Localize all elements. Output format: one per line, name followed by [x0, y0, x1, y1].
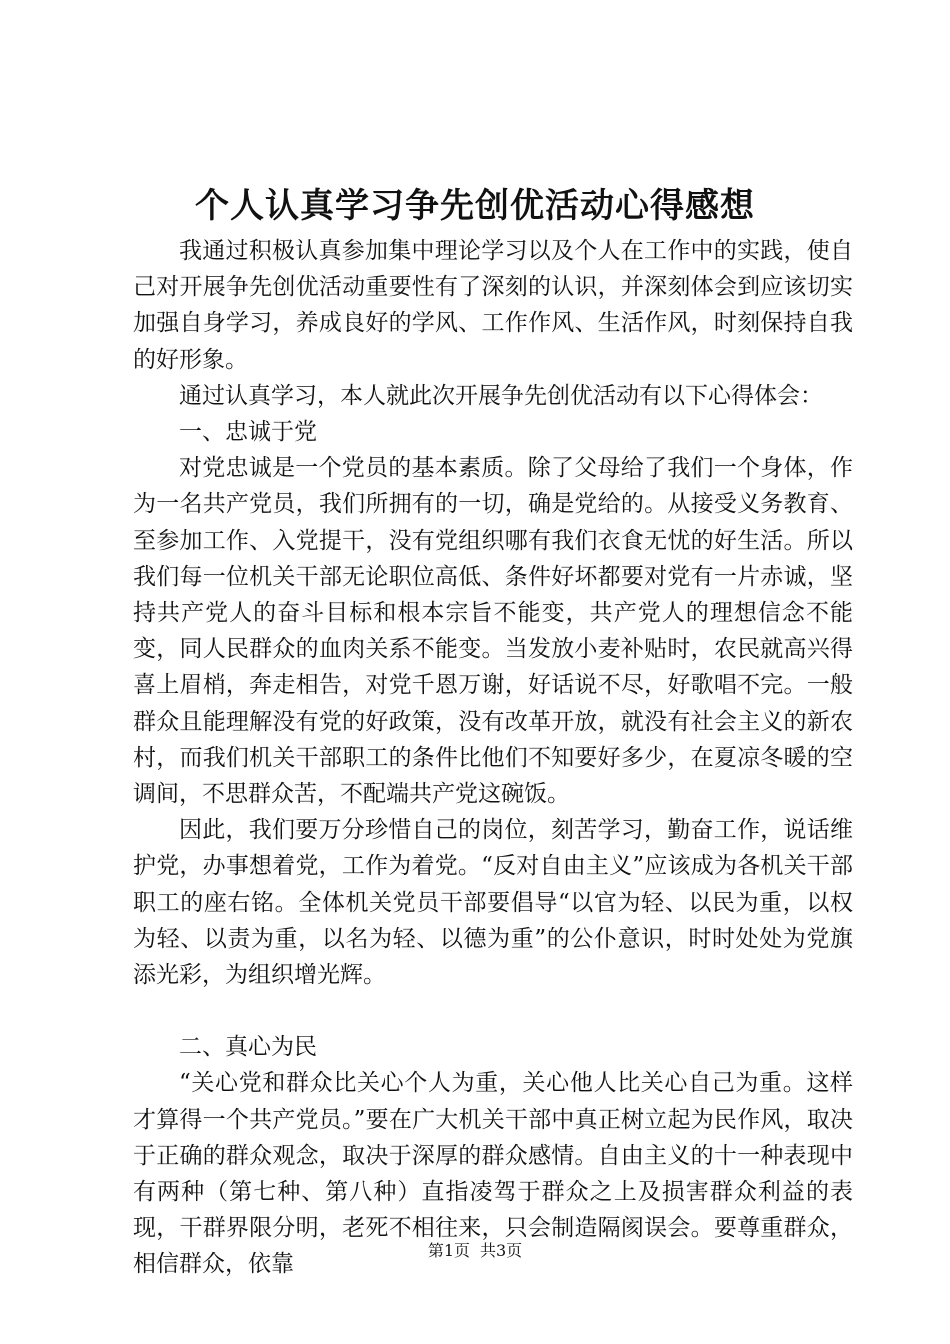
paragraph-summary: 通过认真学习，本人就此次开展争先创优活动有以下心得体会： — [179, 382, 823, 409]
page-footer — [0, 1239, 950, 1263]
document-title: 个人认真学习争先创优活动心得感想 — [195, 186, 755, 226]
section-heading-loyalty: 一、忠诚于党 — [179, 419, 317, 446]
page-total: 共3页 — [480, 1241, 523, 1260]
section-heading-serve-people: 二、真心为民 — [179, 1034, 317, 1061]
paragraph-serve-people: “关心党和群众比关心个人为重，关心他人比关心自己为重。这样才算得一个共产党员。”要在广大机关干部中真正树立起为民作风，取决于正确的群众观念，取决于深厚的群众感情。自由主义的十一种表现中有两种（第七种、第八种）直指凌驾于群众之上及损害群众利益的表现，干群界限分明，老死不相往来，只会制造隔阂误会。要尊重群众，相信群众，依靠 — [133, 1070, 853, 1278]
paragraph-loyalty: 对党忠诚是一个党员的基本素质。除了父母给了我们一个身体，作为一名共产党员，我们所拥有的一切，确是党给的。从接受义务教育、至参加工作、入党提干，没有党组织哪有我们衣食无忧的好生活。所以我们每一位机关干部无论职位高低、条件好坏都要对党有一片赤诚，坚持共产党人的奋斗目标和根本宗旨不能变，共产党人的理想信念不能变，同人民群众的血肉关系不能变。当发放小麦补贴时，农民就高兴得喜上眉梢，奔走相告，对党千恩万谢，好话说不尽，好歌唱不完。一般群众且能理解没有党的好政策，没有改革开放，就没有社会主义的新农村，而我们机关干部职工的条件比他们不知要好多少，在夏凉冬暖的空调间，不思群众苦，不配端共产党这碗饭。 — [133, 455, 853, 808]
section-spacer — [133, 993, 853, 1029]
paragraph-therefore: 因此，我们要万分珍惜自己的岗位，刻苦学习，勤奋工作，说话维护党，办事想着党，工作为着党。“反对自由主义”应该成为各机关干部职工的座右铭。全体机关党员干部要倡导“以官为轻、以民为重，以权为轻、以责为重，以名为轻、以德为重”的公仆意识，时时处处为党旗添光彩，为组织增光辉。 — [133, 817, 853, 989]
paragraph-intro: 我通过积极认真参加集中理论学习以及个人在工作中的实践，使自己对开展争先创优活动重要性有了深刻的认识，并深刻体会到应该切实加强自身学习，养成良好的学风、工作作风、生活作风，时刻保持自我的好形象。 — [133, 238, 853, 373]
page-number: 第1页 — [427, 1241, 470, 1260]
document-body — [133, 233, 853, 1283]
